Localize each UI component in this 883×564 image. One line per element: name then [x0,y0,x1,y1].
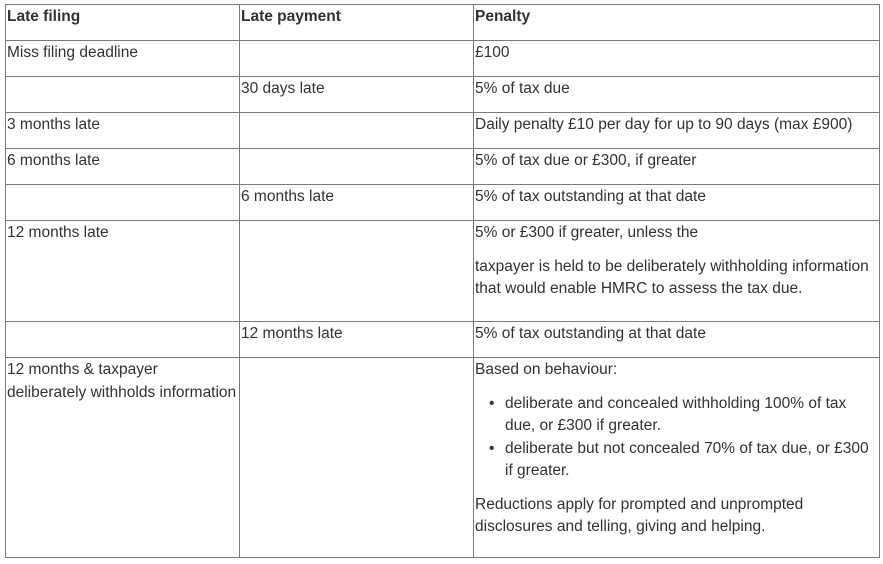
late-filing-cell [6,322,240,358]
late-payment-cell: 6 months late [240,185,474,221]
late-payment-cell [240,221,474,322]
list-item [489,438,877,483]
header-late-payment: Late payment [240,5,474,41]
late-payment-cell [240,113,474,149]
late-payment-cell [240,358,474,558]
penalty-cell: 5% of tax due [474,77,880,113]
table-row [6,77,880,113]
bullet-icon: • [489,439,495,457]
late-filing-cell [6,185,240,221]
penalty-intro: Based on behaviour: [475,361,618,378]
penalty-cell: Daily penalty £10 per day for up to 90 days (max £900) [474,113,880,149]
late-filing-cell: 12 months late [6,221,240,322]
late-payment-cell: 30 days late [240,77,474,113]
table-row [6,113,880,149]
penalty-paragraph: 5% or £300 if greater, unless the [475,224,699,241]
penalty-cell [474,221,880,322]
header-penalty: Penalty [474,5,880,41]
table-row [6,322,880,358]
behaviour-list [475,393,877,483]
late-payment-cell [240,149,474,185]
penalty-cell: 5% of tax outstanding at that date [474,322,880,358]
late-filing-cell: 12 months & taxpayer deliberately withholds information [6,358,240,558]
late-filing-cell: Miss filing deadline [6,41,240,77]
penalty-paragraph: taxpayer is held to be deliberately withholding information that would enable HMRC to assess the tax due. [475,257,869,297]
late-filing-cell: 6 months late [6,149,240,185]
penalty-cell: 5% of tax outstanding at that date [474,185,880,221]
list-item [489,393,877,438]
bullet-icon: • [489,394,495,412]
list-item-text: deliberate but not concealed 70% of tax due, or £300 if greater. [505,439,869,479]
header-late-filing: Late filing [6,5,240,41]
header-row [6,5,880,41]
penalty-cell: £100 [474,41,880,77]
late-payment-cell: 12 months late [240,322,474,358]
table-row [6,185,880,221]
list-item-text: deliberate and concealed withholding 100% of tax due, or £300 if greater. [505,394,847,434]
table-row [6,41,880,77]
late-filing-cell: 3 months late [6,113,240,149]
late-filing-cell [6,77,240,113]
table-row [6,358,880,558]
penalty-table [5,4,880,558]
penalty-cell [474,358,880,558]
penalty-outro: Reductions apply for prompted and unprompted disclosures and telling, giving and helping. [475,495,804,535]
late-payment-cell [240,41,474,77]
table-row [6,149,880,185]
penalty-cell: 5% of tax due or £300, if greater [474,149,880,185]
table-row [6,221,880,322]
